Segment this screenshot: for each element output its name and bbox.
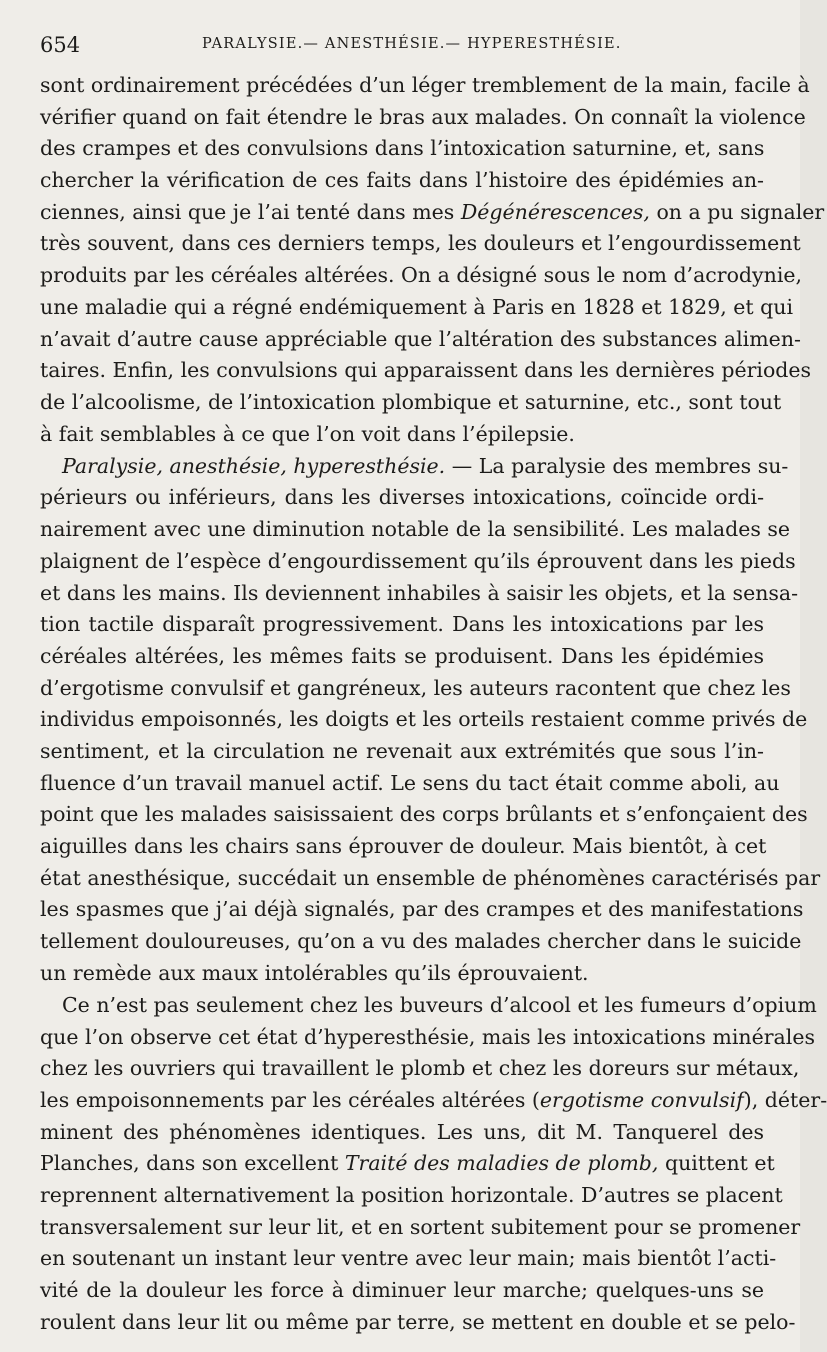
text-line: vité de la douleur les force à diminuer leur marche; quelques-uns se xyxy=(40,1278,764,1303)
text-line: et dans les mains. Ils deviennent inhabiles à saisir les objets, et la sensa- xyxy=(40,580,799,605)
text-line: une maladie qui a régné endémiquement à Paris en 1828 et 1829, et qui xyxy=(40,294,794,319)
text-line xyxy=(40,1085,827,1117)
text-line: plaignent de l’espèce d’engourdissement qu’ils éprouvent dans les pieds xyxy=(40,548,796,573)
text-line: taires. Enfin, les convulsions qui apparaissent dans les dernières périodes xyxy=(40,358,812,383)
page-number: 654 xyxy=(40,33,81,57)
text-line: nairement avec une diminution notable de la sensibilité. Les malades se xyxy=(40,517,791,542)
text-segment: quittent et xyxy=(664,1151,775,1176)
text-line: fluence d’un travail manuel actif. Le sens du tact était comme aboli, au xyxy=(40,770,780,795)
text-segment: — La paralysie des membres su- xyxy=(451,453,789,478)
text-line: aiguilles dans les chairs sans éprouver de douleur. Mais bientôt, à cet xyxy=(40,834,767,858)
text-line: périeurs ou inférieurs, dans les diverses intoxications, coïncide ordi- xyxy=(40,485,764,510)
text-segment: on a pu signaler xyxy=(656,199,825,224)
text-line: tellement douloureuses, qu’on a vu des malades chercher dans le suicide xyxy=(40,929,802,954)
text-line: Ce n’est pas seulement chez les buveurs d’alcool et les fumeurs d’opium xyxy=(62,992,817,1017)
text-line: à fait semblables à ce que l’on voit dans l’épilepsie. xyxy=(40,421,575,446)
book-title-italic: Dégénérescences, xyxy=(460,199,650,224)
text-line: des crampes et des convulsions dans l’intoxication saturnine, et, sans xyxy=(40,136,765,161)
text-line: d’ergotisme convulsif et gangréneux, les auteurs racontent que chez les xyxy=(40,675,791,700)
text-line: sont ordinairement précédées d’un léger tremblement de la main, facile à xyxy=(40,73,810,97)
book-title-italic: Traité des maladies de plomb, xyxy=(344,1151,659,1176)
text-line: état anesthésique, succédait un ensemble de phénomènes caractérisés par xyxy=(40,865,821,890)
section-heading: Paralysie, anesthésie, hyperesthésie. xyxy=(62,453,446,478)
text-line: individus empoisonnés, les doigts et les orteils restaient comme privés de xyxy=(40,707,808,732)
text-line: reprennent alternativement la position horizontale. D’autres se placent xyxy=(40,1183,783,1208)
text-line: chercher la vérification de ces faits dans l’histoire des épidémies an- xyxy=(40,168,764,193)
text-line: que l’on observe cet état d’hyperesthésie, mais les intoxications minérales xyxy=(40,1024,815,1049)
body-text xyxy=(40,70,827,1339)
text-segment: Planches, dans son excellent xyxy=(40,1151,339,1176)
text-line: céréales altérées, les mêmes faits se produisent. Dans les épidémies xyxy=(40,643,764,668)
text-line: produits par les céréales altérées. On a désigné sous le nom d’acrodynie, xyxy=(40,263,803,288)
text-segment: ciennes, ainsi que je l’ai tenté dans mes xyxy=(40,199,455,224)
text-line: vérifier quand on fait étendre le bras aux malades. On connaît la violence xyxy=(40,104,806,129)
text-line: roulent dans leur lit ou même par terre, se mettent en double et se pelo- xyxy=(40,1309,796,1334)
text-line: très souvent, dans ces derniers temps, les douleurs et l’engourdissement xyxy=(40,231,801,256)
section-heading-line xyxy=(40,451,789,483)
text-segment: ), déter- xyxy=(743,1088,827,1112)
text-line: transversalement sur leur lit, et en sortent subitement pour se promener xyxy=(40,1214,801,1239)
text-line: sentiment, et la circulation ne revenait aux extrémités que sous l’in- xyxy=(40,738,764,763)
running-title: PARALYSIE.— ANESTHÉSIE.— HYPERESTHÉSIE. xyxy=(202,36,622,52)
text-line: tion tactile disparaît progressivement. Dans les intoxications par les xyxy=(40,612,764,637)
text-line: les spasmes que j’ai déjà signalés, par des crampes et des manifestations xyxy=(40,897,804,922)
text-line: de l’alcoolisme, de l’intoxication plombique et saturnine, etc., sont tout xyxy=(40,389,782,414)
text-line: point que les malades saisissaient des corps brûlants et s’enfonçaient des xyxy=(40,802,808,827)
text-line: n’avait d’autre cause appréciable que l’altération des substances alimen- xyxy=(40,326,801,351)
text-line: chez les ouvriers qui travaillent le plomb et chez les doreurs sur métaux, xyxy=(40,1056,800,1081)
running-header xyxy=(40,33,764,57)
text-line: minent des phénomènes identiques. Les uns, dit M. Tanquerel des xyxy=(40,1119,764,1144)
text-line xyxy=(40,1148,775,1180)
text-line: en soutenant un instant leur ventre avec leur main; mais bientôt l’acti- xyxy=(40,1246,777,1271)
text-line xyxy=(40,197,825,229)
italic-term: ergotisme convulsif xyxy=(539,1088,744,1112)
text-segment: les empoisonnements par les céréales altérées ( xyxy=(40,1088,540,1112)
text-line: un remède aux maux intolérables qu’ils éprouvaient. xyxy=(40,960,589,985)
